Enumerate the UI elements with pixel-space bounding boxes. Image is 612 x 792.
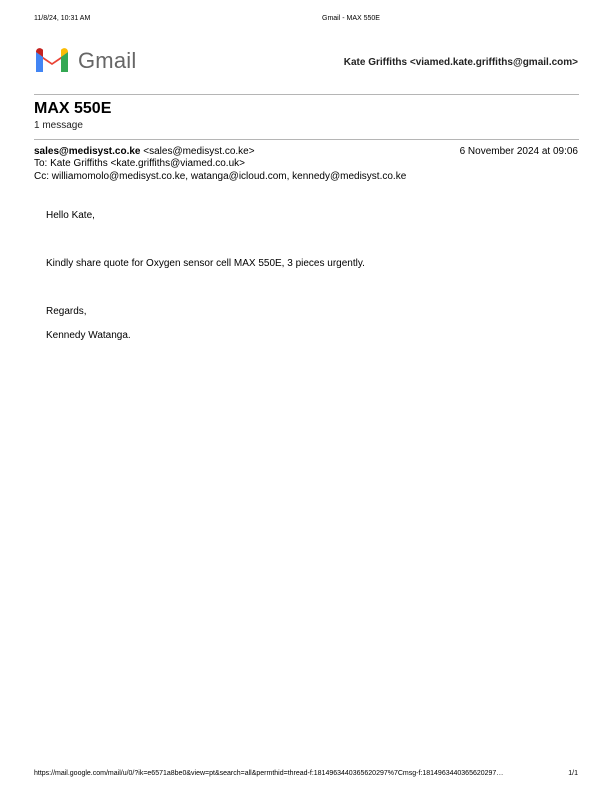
print-footer-url: https://mail.google.com/mail/u/0/?ik=e6571a8be0&view=pt&search=all&permthid=thread-f:1814963440365620297%7Cmsg-f:1814963440365620297… [34,770,504,777]
body-greeting: Hello Kate, [46,210,95,221]
sender-address: <sales@medisyst.co.ke> [140,146,255,157]
account-name: Kate Griffiths <viamed.kate.griffiths@gmail.com> [343,57,578,68]
gmail-logo[interactable] [34,46,144,76]
sender-email[interactable]: sales@medisyst.co.ke [34,146,141,157]
sender-line [34,146,255,157]
body-signature: Kennedy Watanga. [46,330,131,341]
print-footer-page-number: 1/1 [568,770,578,777]
print-header-title: Gmail - MAX 550E [322,15,380,22]
print-header-datetime: 11/8/24, 10:31 AM [34,15,91,22]
gmail-wordmark: Gmail [78,48,137,73]
body-text: Kindly share quote for Oxygen sensor cell MAX 550E, 3 pieces urgently. [46,258,365,269]
cc-line: Cc: williamomolo@medisyst.co.ke, watanga@icloud.com, kennedy@medisyst.co.ke [34,171,407,182]
message-count: 1 message [34,120,83,131]
recipient-line: To: Kate Griffiths <kate.griffiths@viamed.co.uk> [34,158,245,169]
header-divider [34,94,579,95]
body-regards: Regards, [46,306,87,317]
thread-subject: MAX 550E [34,100,112,117]
message-divider [34,139,579,140]
message-date: 6 November 2024 at 09:06 [459,146,578,157]
